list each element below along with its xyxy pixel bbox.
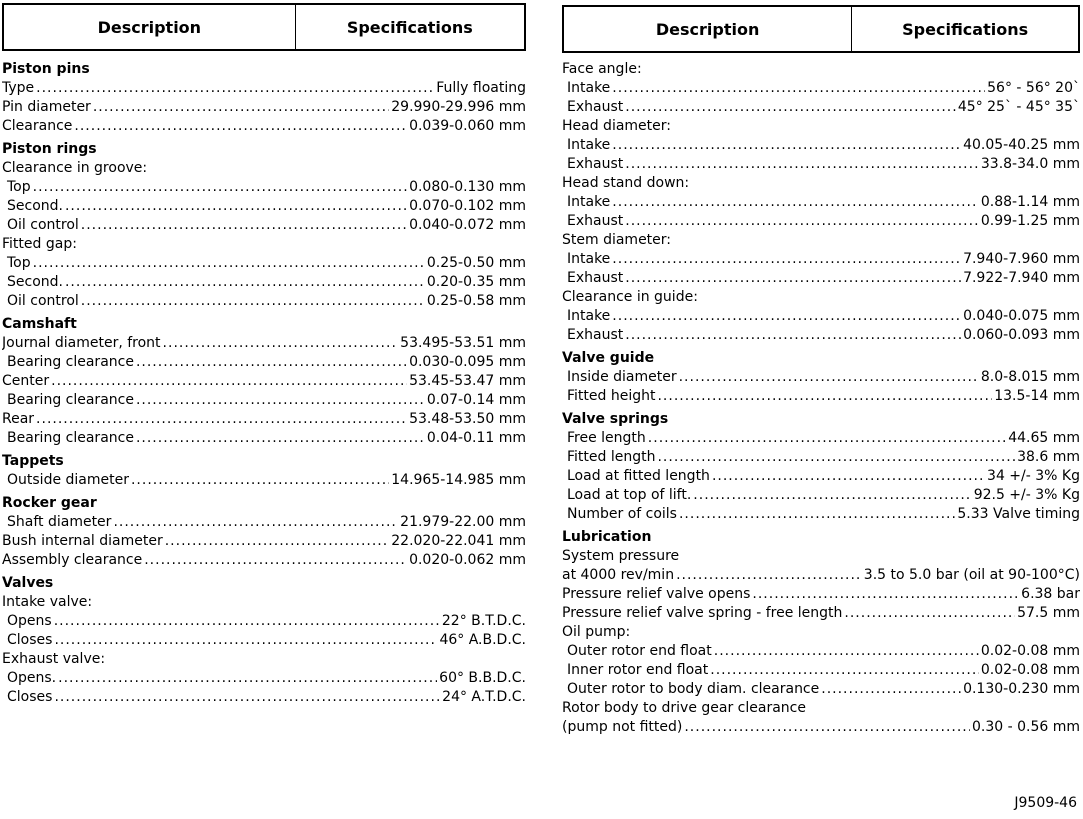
dot-leader xyxy=(93,98,389,117)
spec-row xyxy=(562,368,1080,387)
dot-leader xyxy=(65,197,407,216)
spec-row xyxy=(562,155,1080,174)
description-header: Description xyxy=(4,5,296,49)
spec-subheading: Exhaust valve: xyxy=(2,651,106,667)
spec-label: Oil control xyxy=(7,217,79,233)
spec-value: 24° A.T.D.C. xyxy=(442,689,526,705)
spec-label: Second. xyxy=(7,274,63,290)
spec-value: 0.02-0.08 mm xyxy=(980,662,1080,678)
spec-value: 22.020-22.041 mm xyxy=(391,533,526,549)
spec-section xyxy=(2,139,526,311)
spec-label: Journal diameter, front xyxy=(2,335,161,351)
spec-row xyxy=(562,269,1080,288)
spec-label: Top xyxy=(7,179,31,195)
spec-value: 46° A.B.D.C. xyxy=(439,632,526,648)
spec-row xyxy=(2,98,526,117)
spec-row xyxy=(562,326,1080,345)
spec-row xyxy=(2,292,526,311)
spec-row xyxy=(2,117,526,136)
dot-leader xyxy=(612,136,961,155)
spec-value: 0.30 - 0.56 mm xyxy=(971,719,1080,735)
dot-leader xyxy=(65,273,425,292)
spec-row xyxy=(562,307,1080,326)
spec-row xyxy=(562,505,1080,524)
spec-label: Bush internal diameter xyxy=(2,533,163,549)
spec-row xyxy=(562,604,1080,623)
spec-label: Rear xyxy=(2,411,35,427)
spec-value: 0.040-0.072 mm xyxy=(409,217,526,233)
spec-section xyxy=(2,59,526,136)
spec-label: Bearing clearance xyxy=(7,430,134,446)
dot-leader xyxy=(163,334,399,353)
dot-leader xyxy=(714,642,979,661)
spec-section xyxy=(562,409,1080,524)
spec-row xyxy=(2,254,526,273)
spec-subheading: Clearance in groove: xyxy=(2,160,148,176)
spec-row xyxy=(562,661,1080,680)
spec-value: 5.33 Valve timing xyxy=(957,506,1080,522)
dot-leader xyxy=(625,212,979,231)
spec-value: 53.495-53.51 mm xyxy=(400,335,526,351)
dot-leader xyxy=(136,429,425,448)
spec-label: Opens. xyxy=(7,670,57,686)
spec-value: 3.5 to 5.0 bar (oil at 90-100°C) xyxy=(863,567,1080,583)
spec-value: 45° 25` - 45° 35` xyxy=(957,99,1080,115)
dot-leader xyxy=(648,429,1006,448)
spec-value: 53.45-53.47 mm xyxy=(409,373,526,389)
dot-leader xyxy=(54,631,437,650)
spec-subheading: Head diameter: xyxy=(562,118,671,134)
right-table-header xyxy=(562,5,1080,53)
spec-subheading: Head stand down: xyxy=(562,175,690,191)
spec-label: Opens xyxy=(7,613,52,629)
spec-value: 22° B.T.D.C. xyxy=(441,613,526,629)
spec-label: (pump not fitted) xyxy=(562,719,683,735)
spec-value: 57.5 mm xyxy=(1017,605,1080,621)
spec-row xyxy=(2,79,526,98)
spec-value: 0.25-0.58 mm xyxy=(426,293,526,309)
spec-label: Exhaust xyxy=(567,156,624,172)
section-title: Piston rings xyxy=(2,141,97,157)
section-title: Valve springs xyxy=(562,411,669,427)
spec-label: Free length xyxy=(567,430,646,446)
spec-row xyxy=(562,566,1080,585)
dot-leader xyxy=(54,688,440,707)
spec-label: Pressure relief valve spring - free length xyxy=(562,605,843,621)
spec-row xyxy=(562,718,1080,737)
spec-value: 56° - 56° 20` xyxy=(987,80,1080,96)
spec-row xyxy=(2,669,526,688)
dot-leader xyxy=(33,178,407,197)
spec-row xyxy=(562,250,1080,269)
figure-reference: J9509-46 xyxy=(1014,795,1077,811)
spec-label: Load at fitted length xyxy=(567,468,710,484)
spec-row xyxy=(2,216,526,235)
dot-leader xyxy=(54,612,440,631)
dot-leader xyxy=(136,391,425,410)
dot-leader xyxy=(625,98,956,117)
spec-row xyxy=(2,612,526,631)
spec-row xyxy=(562,387,1080,406)
spec-row xyxy=(2,551,526,570)
spec-row xyxy=(562,585,1080,604)
spec-value: 7.922-7.940 mm xyxy=(963,270,1080,286)
spec-row xyxy=(2,391,526,410)
spec-value: 0.130-0.230 mm xyxy=(963,681,1080,697)
spec-section xyxy=(562,527,1080,737)
spec-label: Outer rotor to body diam. clearance xyxy=(567,681,820,697)
dot-leader xyxy=(657,448,1015,467)
dot-leader xyxy=(657,387,992,406)
spec-label: at 4000 rev/min xyxy=(562,567,675,583)
spec-value: 38.6 mm xyxy=(1017,449,1080,465)
spec-row xyxy=(2,631,526,650)
dot-leader xyxy=(36,79,434,98)
right-spec-list xyxy=(562,60,1080,737)
spec-subheading: Stem diameter: xyxy=(562,232,672,248)
spec-row xyxy=(562,98,1080,117)
spec-label: Exhaust xyxy=(567,213,624,229)
spec-label: Inner rotor end float xyxy=(567,662,709,678)
spec-row xyxy=(2,471,526,490)
spec-row xyxy=(562,79,1080,98)
dot-leader xyxy=(612,250,961,269)
spec-value: 0.070-0.102 mm xyxy=(409,198,526,214)
dot-leader xyxy=(821,680,961,699)
dot-leader xyxy=(612,307,961,326)
dot-leader xyxy=(625,326,961,345)
spec-value: Fully floating xyxy=(436,80,526,96)
spec-value: 0.20-0.35 mm xyxy=(426,274,526,290)
spec-row xyxy=(2,372,526,391)
spec-subheading: Face angle: xyxy=(562,61,642,77)
left-column xyxy=(2,0,526,710)
spec-row xyxy=(2,410,526,429)
section-title: Camshaft xyxy=(2,316,77,332)
dot-leader xyxy=(144,551,407,570)
spec-row xyxy=(562,212,1080,231)
dot-leader xyxy=(752,585,1019,604)
spec-row xyxy=(562,486,1080,505)
spec-value: 0.88-1.14 mm xyxy=(980,194,1080,210)
spec-row xyxy=(562,429,1080,448)
spec-subheading: Intake valve: xyxy=(2,594,93,610)
spec-value: 0.02-0.08 mm xyxy=(980,643,1080,659)
spec-subheading: Fitted gap: xyxy=(2,236,77,252)
spec-value: 0.060-0.093 mm xyxy=(963,327,1080,343)
spec-row xyxy=(562,136,1080,155)
right-column xyxy=(562,0,1080,740)
section-title: Tappets xyxy=(2,453,64,469)
spec-label: Intake xyxy=(567,80,611,96)
spec-row xyxy=(2,688,526,707)
spec-value: 40.05-40.25 mm xyxy=(963,137,1080,153)
spec-label: Intake xyxy=(567,194,611,210)
spec-value: 0.25-0.50 mm xyxy=(426,255,526,271)
spec-label: Number of coils xyxy=(567,506,677,522)
dot-leader xyxy=(136,353,407,372)
spec-section xyxy=(562,348,1080,406)
dot-leader xyxy=(165,532,390,551)
spec-label: Pin diameter xyxy=(2,99,91,115)
spec-value: 0.080-0.130 mm xyxy=(409,179,526,195)
spec-row xyxy=(2,353,526,372)
spec-label: Exhaust xyxy=(567,327,624,343)
spec-value: 0.07-0.14 mm xyxy=(426,392,526,408)
spec-label: Top xyxy=(7,255,31,271)
spec-row xyxy=(2,532,526,551)
spec-section xyxy=(562,60,1080,345)
dot-leader xyxy=(113,513,398,532)
spec-value: 53.48-53.50 mm xyxy=(409,411,526,427)
spec-section xyxy=(2,573,526,707)
section-title: Valves xyxy=(2,575,54,591)
spec-value: 33.8-34.0 mm xyxy=(980,156,1080,172)
dot-leader xyxy=(51,372,407,391)
spec-label: Assembly clearance xyxy=(2,552,143,568)
spec-row xyxy=(562,448,1080,467)
spec-label: Second. xyxy=(7,198,63,214)
spec-label: Fitted length xyxy=(567,449,656,465)
spec-label: Clearance xyxy=(2,118,73,134)
spec-row xyxy=(2,178,526,197)
dot-leader xyxy=(36,410,407,429)
spec-value: 29.990-29.996 mm xyxy=(391,99,526,115)
spec-label: Closes xyxy=(7,689,53,705)
spec-value: 21.979-22.00 mm xyxy=(400,514,526,530)
spec-value: 0.039-0.060 mm xyxy=(409,118,526,134)
spec-section xyxy=(2,493,526,570)
spec-value: 0.04-0.11 mm xyxy=(426,430,526,446)
spec-section xyxy=(2,314,526,448)
spec-label: Intake xyxy=(567,137,611,153)
spec-label: Closes xyxy=(7,632,53,648)
spec-label: Exhaust xyxy=(567,99,624,115)
dot-leader xyxy=(679,368,979,387)
spec-value: 0.040-0.075 mm xyxy=(963,308,1080,324)
spec-subheading: Rotor body to drive gear clearance xyxy=(562,700,806,716)
spec-label: Type xyxy=(2,80,35,96)
dot-leader xyxy=(612,79,985,98)
spec-value: 60° B.B.D.C. xyxy=(439,670,526,686)
dot-leader xyxy=(74,117,407,136)
section-title: Lubrication xyxy=(562,529,652,545)
spec-value: 92.5 +/- 3% Kg xyxy=(973,487,1080,503)
spec-value: 6.38 bar xyxy=(1021,586,1080,602)
dot-leader xyxy=(693,486,971,505)
spec-value: 13.5-14 mm xyxy=(994,388,1080,404)
section-title: Piston pins xyxy=(2,61,90,77)
spec-row xyxy=(562,193,1080,212)
dot-leader xyxy=(625,269,961,288)
dot-leader xyxy=(81,216,407,235)
spec-label: Outside diameter xyxy=(7,472,129,488)
spec-value: 0.99-1.25 mm xyxy=(980,213,1080,229)
spec-label: Intake xyxy=(567,308,611,324)
spec-row xyxy=(2,334,526,353)
spec-label: Fitted height xyxy=(567,388,656,404)
spec-row xyxy=(2,513,526,532)
specifications-header: Specifications xyxy=(902,19,1029,39)
dot-leader xyxy=(710,661,979,680)
spec-value: 34 +/- 3% Kg xyxy=(987,468,1080,484)
spec-label: Load at top of lift. xyxy=(567,487,692,503)
dot-leader xyxy=(684,718,970,737)
dot-leader xyxy=(676,566,862,585)
spec-subheading: System pressure xyxy=(562,548,680,564)
section-title: Valve guide xyxy=(562,350,655,366)
left-spec-list xyxy=(2,59,526,707)
spec-value: 0.030-0.095 mm xyxy=(409,354,526,370)
spec-value: 8.0-8.015 mm xyxy=(980,369,1080,385)
spec-label: Pressure relief valve opens xyxy=(562,586,751,602)
spec-value: 14.965-14.985 mm xyxy=(391,472,526,488)
spec-row xyxy=(2,429,526,448)
spec-label: Center xyxy=(2,373,50,389)
spec-label: Bearing clearance xyxy=(7,354,134,370)
section-title: Rocker gear xyxy=(2,495,97,511)
spec-subheading: Oil pump: xyxy=(562,624,631,640)
spec-value: 7.940-7.960 mm xyxy=(963,251,1080,267)
dot-leader xyxy=(612,193,979,212)
spec-section xyxy=(2,451,526,490)
spec-label: Intake xyxy=(567,251,611,267)
spec-value: 44.65 mm xyxy=(1008,430,1080,446)
spec-label: Oil control xyxy=(7,293,79,309)
spec-label: Shaft diameter xyxy=(7,514,112,530)
dot-leader xyxy=(712,467,985,486)
spec-label: Exhaust xyxy=(567,270,624,286)
spec-row xyxy=(562,680,1080,699)
spec-row xyxy=(562,642,1080,661)
spec-label: Outer rotor end float xyxy=(567,643,712,659)
dot-leader xyxy=(844,604,1015,623)
dot-leader xyxy=(131,471,389,490)
spec-label: Bearing clearance xyxy=(7,392,134,408)
dot-leader xyxy=(625,155,979,174)
left-table-header xyxy=(2,3,526,51)
dot-leader xyxy=(58,669,437,688)
spec-row xyxy=(562,467,1080,486)
spec-value: 0.020-0.062 mm xyxy=(409,552,526,568)
dot-leader xyxy=(81,292,425,311)
specifications-header: Specifications xyxy=(346,17,473,37)
spec-subheading: Clearance in guide: xyxy=(562,289,698,305)
spec-row xyxy=(2,197,526,216)
dot-leader xyxy=(33,254,425,273)
description-header: Description xyxy=(564,7,852,51)
spec-label: Inside diameter xyxy=(567,369,677,385)
dot-leader xyxy=(679,505,955,524)
spec-row xyxy=(2,273,526,292)
